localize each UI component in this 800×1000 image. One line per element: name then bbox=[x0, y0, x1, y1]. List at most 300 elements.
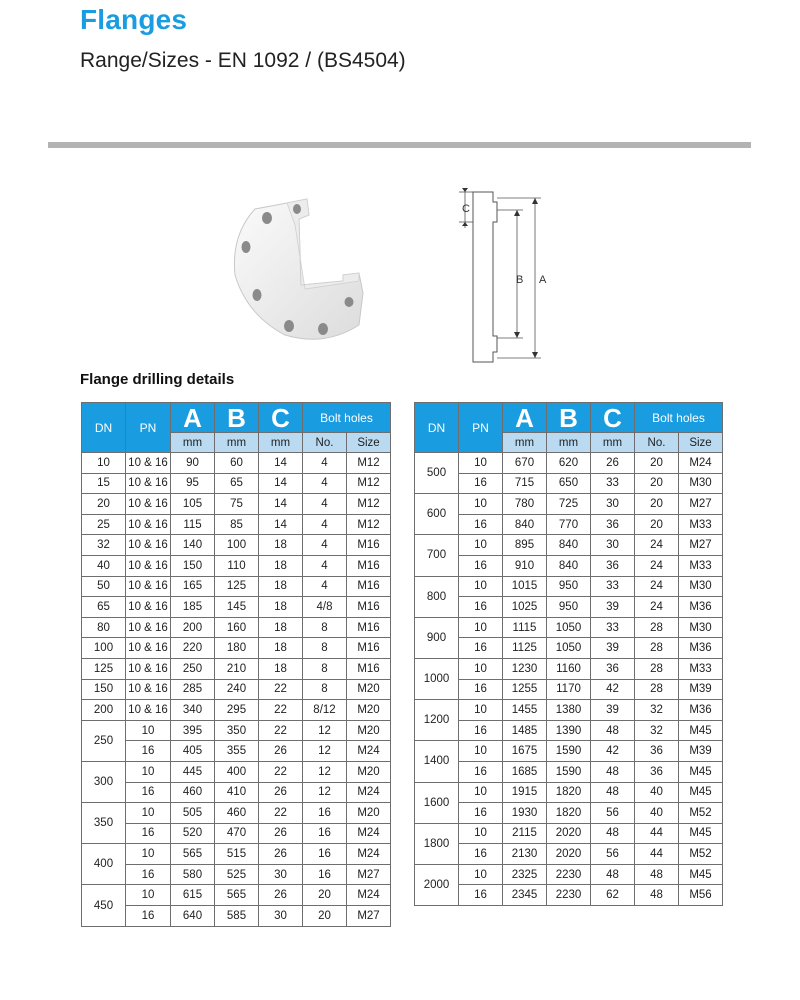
pn-cell: 10 bbox=[126, 885, 171, 906]
drilling-table-left bbox=[81, 402, 391, 927]
a-cell: 220 bbox=[171, 638, 215, 659]
bolt-size-cell: M30 bbox=[679, 617, 723, 638]
table-row bbox=[82, 803, 391, 824]
c-cell: 22 bbox=[259, 803, 303, 824]
bolt-no-cell: 16 bbox=[303, 803, 347, 824]
bolt-no-cell: 24 bbox=[635, 576, 679, 597]
pn-cell: 10 & 16 bbox=[126, 555, 171, 576]
table-row bbox=[415, 864, 723, 885]
bolt-no-cell: 8/12 bbox=[303, 700, 347, 721]
bolt-size-cell: M24 bbox=[347, 823, 391, 844]
b-cell: 2020 bbox=[547, 844, 591, 865]
a-cell: 90 bbox=[171, 453, 215, 474]
dn-cell: 1400 bbox=[415, 741, 459, 782]
bolt-size-cell: M30 bbox=[679, 576, 723, 597]
pn-cell: 10 & 16 bbox=[126, 638, 171, 659]
bolt-size-cell: M20 bbox=[347, 803, 391, 824]
table-row bbox=[415, 453, 723, 474]
pn-cell: 16 bbox=[459, 638, 503, 659]
table-row bbox=[415, 844, 723, 865]
pn-cell: 10 bbox=[459, 535, 503, 556]
table-row bbox=[415, 617, 723, 638]
header-a: A bbox=[171, 403, 215, 433]
table-row bbox=[82, 453, 391, 474]
b-cell: 145 bbox=[215, 597, 259, 618]
a-cell: 670 bbox=[503, 453, 547, 474]
bolt-no-cell: 8 bbox=[303, 638, 347, 659]
c-cell: 39 bbox=[591, 597, 635, 618]
a-cell: 640 bbox=[171, 906, 215, 927]
table-row bbox=[415, 658, 723, 679]
c-cell: 18 bbox=[259, 617, 303, 638]
bolt-no-cell: 20 bbox=[303, 906, 347, 927]
c-cell: 18 bbox=[259, 555, 303, 576]
bolt-size-cell: M36 bbox=[679, 700, 723, 721]
header-pn: PN bbox=[459, 403, 503, 453]
c-cell: 36 bbox=[591, 658, 635, 679]
c-cell: 22 bbox=[259, 761, 303, 782]
bolt-no-cell: 4 bbox=[303, 494, 347, 515]
bolt-no-cell: 12 bbox=[303, 720, 347, 741]
table-row bbox=[82, 906, 391, 927]
header-c: C bbox=[259, 403, 303, 433]
pn-cell: 16 bbox=[126, 741, 171, 762]
a-cell: 2325 bbox=[503, 864, 547, 885]
pn-cell: 16 bbox=[126, 906, 171, 927]
bolt-no-cell: 36 bbox=[635, 761, 679, 782]
a-cell: 1685 bbox=[503, 761, 547, 782]
c-cell: 14 bbox=[259, 494, 303, 515]
bolt-no-cell: 8 bbox=[303, 617, 347, 638]
drilling-table-right bbox=[414, 402, 723, 906]
table-row bbox=[82, 658, 391, 679]
c-cell: 30 bbox=[591, 494, 635, 515]
section-title: Flange drilling details bbox=[80, 371, 235, 388]
bolt-size-cell: M33 bbox=[679, 555, 723, 576]
page-subtitle: Range/Sizes - EN 1092 / (BS4504) bbox=[80, 49, 406, 72]
c-cell: 30 bbox=[259, 864, 303, 885]
pn-cell: 10 bbox=[126, 761, 171, 782]
pn-cell: 10 & 16 bbox=[126, 658, 171, 679]
bolt-size-cell: M56 bbox=[679, 885, 723, 906]
bolt-no-cell: 4 bbox=[303, 473, 347, 494]
b-cell: 160 bbox=[215, 617, 259, 638]
b-cell: 1820 bbox=[547, 803, 591, 824]
bolt-size-cell: M24 bbox=[347, 741, 391, 762]
b-cell: 515 bbox=[215, 844, 259, 865]
a-cell: 1455 bbox=[503, 700, 547, 721]
dn-cell: 450 bbox=[82, 885, 126, 926]
b-cell: 840 bbox=[547, 535, 591, 556]
bolt-no-cell: 40 bbox=[635, 803, 679, 824]
dn-cell: 25 bbox=[82, 514, 126, 535]
b-cell: 350 bbox=[215, 720, 259, 741]
pn-cell: 16 bbox=[459, 844, 503, 865]
a-cell: 840 bbox=[503, 514, 547, 535]
bolt-no-cell: 36 bbox=[635, 741, 679, 762]
b-cell: 110 bbox=[215, 555, 259, 576]
a-cell: 105 bbox=[171, 494, 215, 515]
pn-cell: 10 bbox=[459, 453, 503, 474]
c-cell: 30 bbox=[259, 906, 303, 927]
b-cell: 525 bbox=[215, 864, 259, 885]
bolt-size-cell: M45 bbox=[679, 864, 723, 885]
bolt-size-cell: M24 bbox=[347, 885, 391, 906]
pn-cell: 10 & 16 bbox=[126, 514, 171, 535]
bolt-no-cell: 16 bbox=[303, 844, 347, 865]
a-cell: 165 bbox=[171, 576, 215, 597]
a-cell: 140 bbox=[171, 535, 215, 556]
b-cell: 60 bbox=[215, 453, 259, 474]
table-row bbox=[82, 844, 391, 865]
bolt-size-cell: M24 bbox=[347, 844, 391, 865]
dn-cell: 300 bbox=[82, 761, 126, 802]
header-mm: mm bbox=[503, 433, 547, 453]
bolt-no-cell: 48 bbox=[635, 864, 679, 885]
a-cell: 1485 bbox=[503, 720, 547, 741]
header-mm: mm bbox=[171, 433, 215, 453]
c-cell: 36 bbox=[591, 555, 635, 576]
a-cell: 1930 bbox=[503, 803, 547, 824]
header-size: Size bbox=[679, 433, 723, 453]
header-a: A bbox=[503, 403, 547, 433]
pn-cell: 10 & 16 bbox=[126, 494, 171, 515]
flange-section-diagram bbox=[455, 188, 565, 368]
dn-cell: 125 bbox=[82, 658, 126, 679]
pn-cell: 16 bbox=[126, 782, 171, 803]
bolt-size-cell: M20 bbox=[347, 720, 391, 741]
table-row bbox=[82, 885, 391, 906]
dn-cell: 250 bbox=[82, 720, 126, 761]
bolt-no-cell: 8 bbox=[303, 679, 347, 700]
bolt-size-cell: M16 bbox=[347, 617, 391, 638]
c-cell: 26 bbox=[591, 453, 635, 474]
bolt-no-cell: 4 bbox=[303, 576, 347, 597]
b-cell: 770 bbox=[547, 514, 591, 535]
bolt-no-cell: 32 bbox=[635, 720, 679, 741]
b-cell: 85 bbox=[215, 514, 259, 535]
pn-cell: 16 bbox=[126, 823, 171, 844]
b-cell: 950 bbox=[547, 597, 591, 618]
table-row bbox=[82, 638, 391, 659]
a-cell: 1025 bbox=[503, 597, 547, 618]
bolt-size-cell: M45 bbox=[679, 823, 723, 844]
c-cell: 26 bbox=[259, 741, 303, 762]
bolt-size-cell: M52 bbox=[679, 844, 723, 865]
a-cell: 2130 bbox=[503, 844, 547, 865]
a-cell: 2115 bbox=[503, 823, 547, 844]
a-cell: 150 bbox=[171, 555, 215, 576]
bolt-size-cell: M20 bbox=[347, 761, 391, 782]
table-body bbox=[415, 453, 723, 906]
bolt-no-cell: 28 bbox=[635, 617, 679, 638]
bolt-size-cell: M16 bbox=[347, 597, 391, 618]
bolt-no-cell: 28 bbox=[635, 679, 679, 700]
c-cell: 18 bbox=[259, 597, 303, 618]
a-cell: 615 bbox=[171, 885, 215, 906]
dn-cell: 900 bbox=[415, 617, 459, 658]
bolt-size-cell: M12 bbox=[347, 494, 391, 515]
c-cell: 18 bbox=[259, 658, 303, 679]
b-cell: 565 bbox=[215, 885, 259, 906]
header-bolt-holes: Bolt holes bbox=[303, 403, 391, 433]
dn-cell: 350 bbox=[82, 803, 126, 844]
bolt-no-cell: 4 bbox=[303, 453, 347, 474]
header-size: Size bbox=[347, 433, 391, 453]
table-row bbox=[415, 885, 723, 906]
pn-cell: 16 bbox=[459, 885, 503, 906]
a-cell: 460 bbox=[171, 782, 215, 803]
pn-cell: 10 bbox=[459, 658, 503, 679]
bolt-size-cell: M20 bbox=[347, 679, 391, 700]
c-cell: 26 bbox=[259, 823, 303, 844]
b-cell: 355 bbox=[215, 741, 259, 762]
bolt-size-cell: M30 bbox=[679, 473, 723, 494]
bolt-size-cell: M16 bbox=[347, 576, 391, 597]
dn-cell: 1800 bbox=[415, 823, 459, 864]
b-cell: 125 bbox=[215, 576, 259, 597]
b-cell: 460 bbox=[215, 803, 259, 824]
bolt-size-cell: M16 bbox=[347, 535, 391, 556]
pn-cell: 10 bbox=[459, 494, 503, 515]
c-cell: 22 bbox=[259, 679, 303, 700]
pn-cell: 10 bbox=[126, 844, 171, 865]
bolt-size-cell: M24 bbox=[347, 782, 391, 803]
bolt-no-cell: 24 bbox=[635, 597, 679, 618]
table-row bbox=[82, 823, 391, 844]
bolt-no-cell: 4 bbox=[303, 535, 347, 556]
bolt-size-cell: M36 bbox=[679, 597, 723, 618]
pn-cell: 10 & 16 bbox=[126, 453, 171, 474]
bolt-size-cell: M33 bbox=[679, 658, 723, 679]
table-row bbox=[415, 700, 723, 721]
c-cell: 56 bbox=[591, 844, 635, 865]
pn-cell: 16 bbox=[459, 761, 503, 782]
bolt-size-cell: M45 bbox=[679, 782, 723, 803]
bolt-no-cell: 16 bbox=[303, 864, 347, 885]
bolt-size-cell: M27 bbox=[679, 494, 723, 515]
b-cell: 585 bbox=[215, 906, 259, 927]
b-cell: 1050 bbox=[547, 617, 591, 638]
pn-cell: 16 bbox=[459, 679, 503, 700]
b-cell: 1390 bbox=[547, 720, 591, 741]
bolt-no-cell: 20 bbox=[635, 494, 679, 515]
a-cell: 1125 bbox=[503, 638, 547, 659]
a-cell: 565 bbox=[171, 844, 215, 865]
dn-cell: 700 bbox=[415, 535, 459, 576]
pn-cell: 10 bbox=[459, 864, 503, 885]
c-cell: 48 bbox=[591, 782, 635, 803]
table-row bbox=[82, 761, 391, 782]
a-cell: 395 bbox=[171, 720, 215, 741]
bolt-size-cell: M16 bbox=[347, 658, 391, 679]
bolt-size-cell: M27 bbox=[347, 864, 391, 885]
c-cell: 48 bbox=[591, 720, 635, 741]
table-row bbox=[415, 720, 723, 741]
table-row bbox=[415, 782, 723, 803]
table-row bbox=[415, 638, 723, 659]
dn-cell: 20 bbox=[82, 494, 126, 515]
pn-cell: 10 bbox=[459, 700, 503, 721]
c-cell: 48 bbox=[591, 761, 635, 782]
c-cell: 26 bbox=[259, 782, 303, 803]
bolt-no-cell: 20 bbox=[303, 885, 347, 906]
pn-cell: 10 & 16 bbox=[126, 597, 171, 618]
c-cell: 33 bbox=[591, 576, 635, 597]
b-cell: 950 bbox=[547, 576, 591, 597]
diagram-label-a: A bbox=[539, 274, 547, 286]
table-row bbox=[82, 494, 391, 515]
header-mm: mm bbox=[215, 433, 259, 453]
b-cell: 100 bbox=[215, 535, 259, 556]
b-cell: 410 bbox=[215, 782, 259, 803]
dn-cell: 2000 bbox=[415, 864, 459, 905]
dn-cell: 80 bbox=[82, 617, 126, 638]
table-row bbox=[415, 823, 723, 844]
b-cell: 2230 bbox=[547, 864, 591, 885]
a-cell: 185 bbox=[171, 597, 215, 618]
bolt-size-cell: M16 bbox=[347, 638, 391, 659]
dn-cell: 500 bbox=[415, 453, 459, 494]
header-pn: PN bbox=[126, 403, 171, 453]
pn-cell: 16 bbox=[459, 803, 503, 824]
dn-cell: 800 bbox=[415, 576, 459, 617]
pn-cell: 10 bbox=[459, 576, 503, 597]
bolt-no-cell: 28 bbox=[635, 638, 679, 659]
c-cell: 42 bbox=[591, 679, 635, 700]
a-cell: 1915 bbox=[503, 782, 547, 803]
bolt-size-cell: M39 bbox=[679, 741, 723, 762]
table-row bbox=[82, 473, 391, 494]
pn-cell: 10 bbox=[126, 720, 171, 741]
a-cell: 1675 bbox=[503, 741, 547, 762]
b-cell: 180 bbox=[215, 638, 259, 659]
a-cell: 780 bbox=[503, 494, 547, 515]
bolt-no-cell: 24 bbox=[635, 535, 679, 556]
header-bolt-holes: Bolt holes bbox=[635, 403, 723, 433]
a-cell: 580 bbox=[171, 864, 215, 885]
b-cell: 650 bbox=[547, 473, 591, 494]
table-row bbox=[82, 617, 391, 638]
pn-cell: 10 bbox=[459, 741, 503, 762]
c-cell: 48 bbox=[591, 823, 635, 844]
b-cell: 400 bbox=[215, 761, 259, 782]
bolt-size-cell: M12 bbox=[347, 473, 391, 494]
a-cell: 405 bbox=[171, 741, 215, 762]
divider bbox=[48, 142, 751, 148]
table-row bbox=[415, 494, 723, 515]
b-cell: 240 bbox=[215, 679, 259, 700]
a-cell: 1115 bbox=[503, 617, 547, 638]
pn-cell: 10 bbox=[459, 617, 503, 638]
pn-cell: 16 bbox=[459, 597, 503, 618]
diagram-label-b: B bbox=[516, 274, 524, 286]
b-cell: 2020 bbox=[547, 823, 591, 844]
bolt-no-cell: 12 bbox=[303, 761, 347, 782]
b-cell: 1160 bbox=[547, 658, 591, 679]
dn-cell: 1200 bbox=[415, 700, 459, 741]
a-cell: 1015 bbox=[503, 576, 547, 597]
dn-cell: 50 bbox=[82, 576, 126, 597]
table-row bbox=[82, 514, 391, 535]
table-row bbox=[415, 761, 723, 782]
a-cell: 2345 bbox=[503, 885, 547, 906]
bolt-size-cell: M45 bbox=[679, 720, 723, 741]
header-no: No. bbox=[635, 433, 679, 453]
pn-cell: 10 bbox=[126, 803, 171, 824]
dn-cell: 1000 bbox=[415, 658, 459, 699]
bolt-no-cell: 20 bbox=[635, 514, 679, 535]
b-cell: 1590 bbox=[547, 761, 591, 782]
dn-cell: 1600 bbox=[415, 782, 459, 823]
c-cell: 22 bbox=[259, 700, 303, 721]
pn-cell: 10 & 16 bbox=[126, 535, 171, 556]
a-cell: 910 bbox=[503, 555, 547, 576]
c-cell: 62 bbox=[591, 885, 635, 906]
pn-cell: 10 & 16 bbox=[126, 473, 171, 494]
c-cell: 18 bbox=[259, 535, 303, 556]
bolt-size-cell: M16 bbox=[347, 555, 391, 576]
bolt-no-cell: 20 bbox=[635, 473, 679, 494]
bolt-size-cell: M20 bbox=[347, 700, 391, 721]
pn-cell: 10 & 16 bbox=[126, 576, 171, 597]
header-c: C bbox=[591, 403, 635, 433]
pn-cell: 10 bbox=[459, 782, 503, 803]
dn-cell: 15 bbox=[82, 473, 126, 494]
c-cell: 56 bbox=[591, 803, 635, 824]
b-cell: 295 bbox=[215, 700, 259, 721]
b-cell: 2230 bbox=[547, 885, 591, 906]
table-row bbox=[415, 473, 723, 494]
header-dn: DN bbox=[415, 403, 459, 453]
c-cell: 26 bbox=[259, 844, 303, 865]
c-cell: 14 bbox=[259, 514, 303, 535]
bolt-size-cell: M27 bbox=[679, 535, 723, 556]
bolt-no-cell: 4 bbox=[303, 555, 347, 576]
table-row bbox=[415, 741, 723, 762]
header-mm: mm bbox=[259, 433, 303, 453]
bolt-size-cell: M24 bbox=[679, 453, 723, 474]
table-row bbox=[82, 679, 391, 700]
c-cell: 18 bbox=[259, 638, 303, 659]
table-row bbox=[82, 700, 391, 721]
c-cell: 22 bbox=[259, 720, 303, 741]
bolt-no-cell: 24 bbox=[635, 555, 679, 576]
dn-cell: 32 bbox=[82, 535, 126, 556]
a-cell: 340 bbox=[171, 700, 215, 721]
table-row bbox=[82, 782, 391, 803]
bolt-no-cell: 4/8 bbox=[303, 597, 347, 618]
bolt-no-cell: 32 bbox=[635, 700, 679, 721]
c-cell: 30 bbox=[591, 535, 635, 556]
c-cell: 33 bbox=[591, 617, 635, 638]
pn-cell: 16 bbox=[459, 720, 503, 741]
c-cell: 14 bbox=[259, 453, 303, 474]
table-row bbox=[82, 535, 391, 556]
table-row bbox=[82, 864, 391, 885]
dn-cell: 100 bbox=[82, 638, 126, 659]
table-row bbox=[82, 741, 391, 762]
a-cell: 285 bbox=[171, 679, 215, 700]
table-row bbox=[415, 803, 723, 824]
a-cell: 445 bbox=[171, 761, 215, 782]
bolt-no-cell: 16 bbox=[303, 823, 347, 844]
header-dn: DN bbox=[82, 403, 126, 453]
pn-cell: 16 bbox=[459, 514, 503, 535]
c-cell: 26 bbox=[259, 885, 303, 906]
b-cell: 840 bbox=[547, 555, 591, 576]
a-cell: 115 bbox=[171, 514, 215, 535]
